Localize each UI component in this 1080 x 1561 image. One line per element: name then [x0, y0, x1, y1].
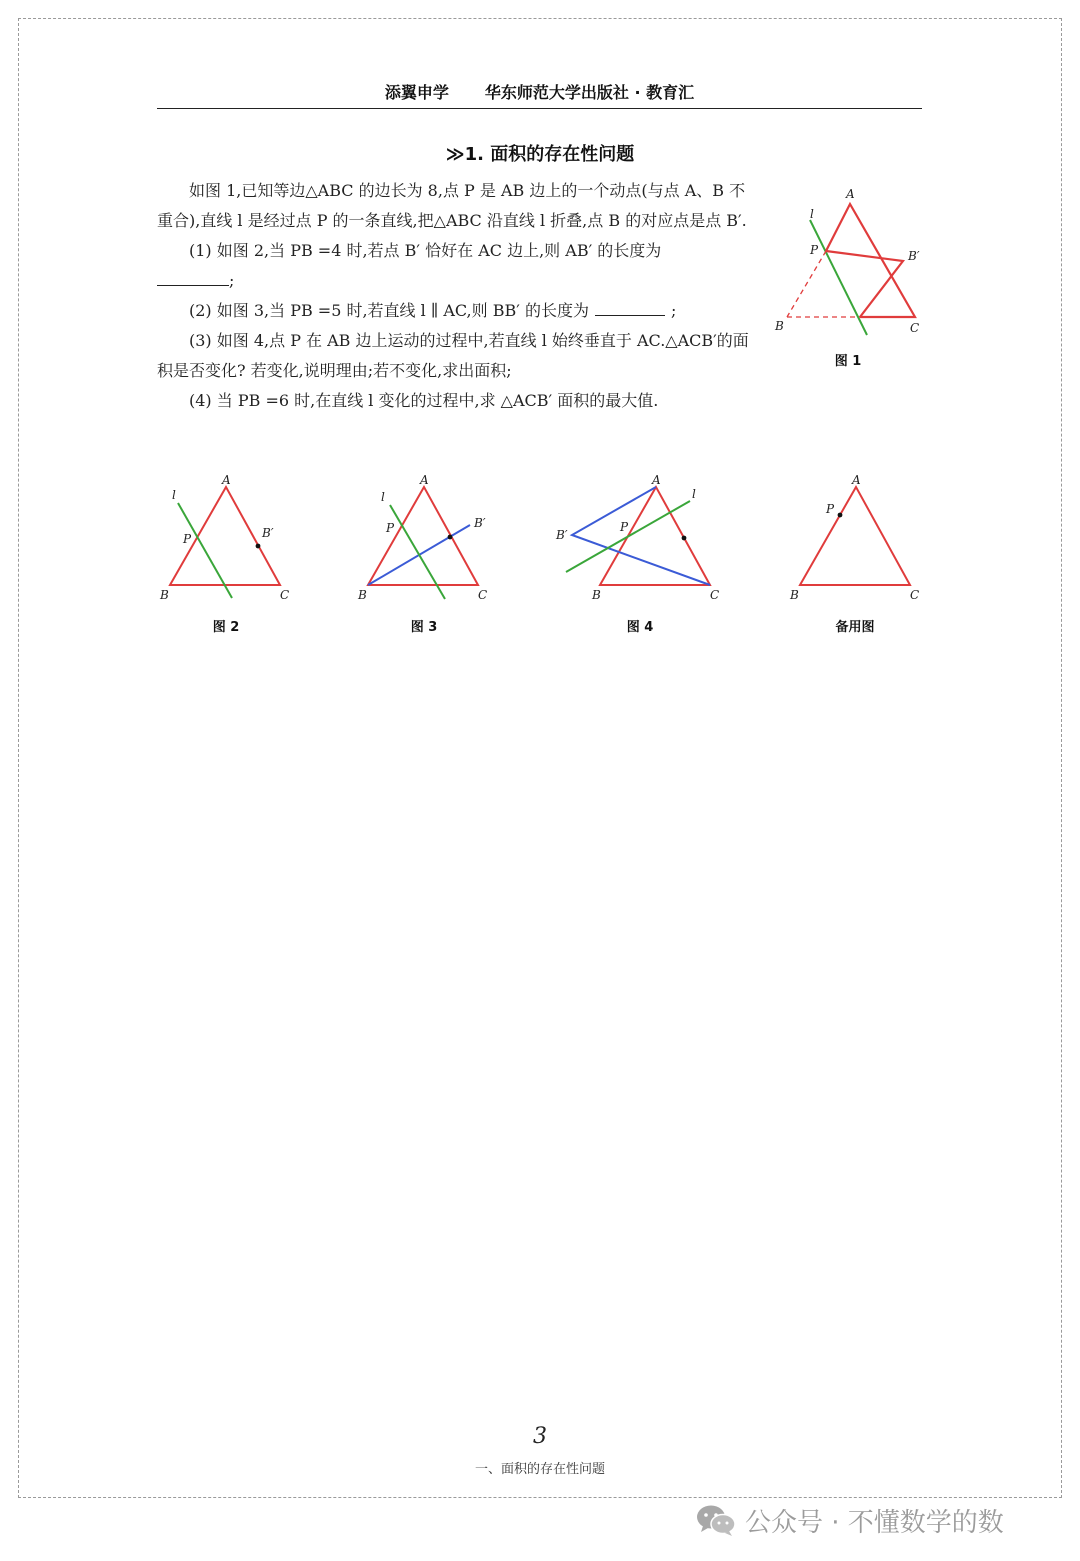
wechat-icon — [695, 1503, 737, 1537]
fig1-label-c: C — [910, 321, 920, 335]
fig4-label-bp: B′ — [556, 528, 568, 542]
fig3-label-p: P — [386, 521, 395, 535]
fig3-label-bp: B′ — [474, 516, 486, 530]
fig1-label-bp: B′ — [908, 249, 920, 263]
figure-3-caption: 图 3 — [410, 620, 438, 635]
fig3-label-a: A — [420, 473, 429, 487]
fig1-label-p: P — [810, 243, 819, 257]
fig1-folded-triangle — [826, 251, 903, 317]
spare-label-p: P — [826, 502, 835, 516]
problem-text — [157, 176, 749, 416]
answer-blank-2[interactable] — [595, 297, 665, 316]
fig4-label-b: B — [592, 588, 601, 602]
fig1-label-b: B — [775, 319, 784, 333]
question-1: (1) 如图 2,当 PB =4 时,若点 B′ 恰好在 AC 边上,则 AB′ 的长度为 ; — [157, 236, 749, 296]
header-left: 添翼申学 — [384, 83, 449, 102]
fig4-triangle — [600, 487, 710, 585]
figure-spare-caption: 备用图 — [835, 620, 875, 635]
question-3: (3) 如图 4,点 P 在 AB 边上运动的过程中,若直线 l 始终垂直于 AC.△ACB′的面积是否变化? 若变化,说明理由;若不变化,求出面积; — [157, 331, 749, 380]
figure-3 — [348, 465, 498, 610]
figure-2 — [150, 465, 300, 610]
fig2-label-c: C — [280, 588, 290, 602]
watermark-text: 公众号 · 不懂数学的数 — [745, 1507, 1004, 1538]
fig2-label-b: B — [160, 588, 169, 602]
fig2-label-l: l — [172, 488, 176, 502]
fig4-point — [682, 536, 687, 541]
fig1-label-a: A — [846, 187, 855, 201]
figure-4-caption: 图 4 — [626, 620, 654, 635]
watermark — [695, 1500, 1004, 1540]
header-right: 华东师范大学出版社 · 教育汇 — [484, 83, 695, 102]
spare-point-p — [838, 513, 843, 518]
problem-intro: 如图 1,已知等边△ABC 的边长为 8,点 P 是 AB 边上的一个动点(与点 A、B 不重合),直线 l 是经过点 P 的一条直线,把△ABC 沿直线 l 折叠,点 B 的对应点是点 B′. — [157, 181, 747, 230]
figure-spare — [780, 465, 930, 610]
fig4-fold-line — [566, 501, 690, 572]
fig1-fold-line — [810, 220, 867, 335]
fig3-label-c: C — [478, 588, 488, 602]
fig2-point-bp — [256, 544, 261, 549]
spare-triangle — [800, 487, 910, 585]
fig3-label-b: B — [358, 588, 367, 602]
figure-4 — [550, 465, 720, 610]
spare-label-c: C — [910, 588, 920, 602]
spare-label-a: A — [852, 473, 861, 487]
figure-1 — [760, 180, 940, 340]
fig1-label-l: l — [810, 207, 814, 221]
figure-2-caption: 图 2 — [212, 620, 240, 635]
fig2-label-a: A — [222, 473, 231, 487]
page-header — [157, 80, 922, 109]
fig3-label-l: l — [381, 490, 385, 504]
footer-title: 一、面积的存在性问题 — [474, 1462, 605, 1477]
figure-1-caption: 图 1 — [834, 354, 862, 369]
fig3-point — [448, 535, 453, 540]
question-4: (4) 当 PB =6 时,在直线 l 变化的过程中,求 △ACB′ 面积的最大值. — [189, 391, 659, 410]
fig4-label-a: A — [652, 473, 661, 487]
answer-blank-1[interactable] — [157, 267, 229, 286]
section-title: ≫1. 面积的存在性问题 — [445, 144, 635, 165]
fig4-label-p: P — [620, 520, 629, 534]
fig2-fold-line — [178, 503, 232, 598]
fig4-label-c: C — [710, 588, 720, 602]
fig2-label-p: P — [183, 532, 192, 546]
fig1-dashed-bp — [787, 251, 826, 317]
question-2: (2) 如图 3,当 PB =5 时,若直线 l ∥ AC,则 BB′ 的长度为 ; — [157, 296, 749, 326]
fig2-label-bp: B′ — [262, 526, 274, 540]
page-number: 3 — [533, 1424, 547, 1449]
spare-label-b: B — [790, 588, 799, 602]
fig4-label-l: l — [692, 487, 696, 501]
